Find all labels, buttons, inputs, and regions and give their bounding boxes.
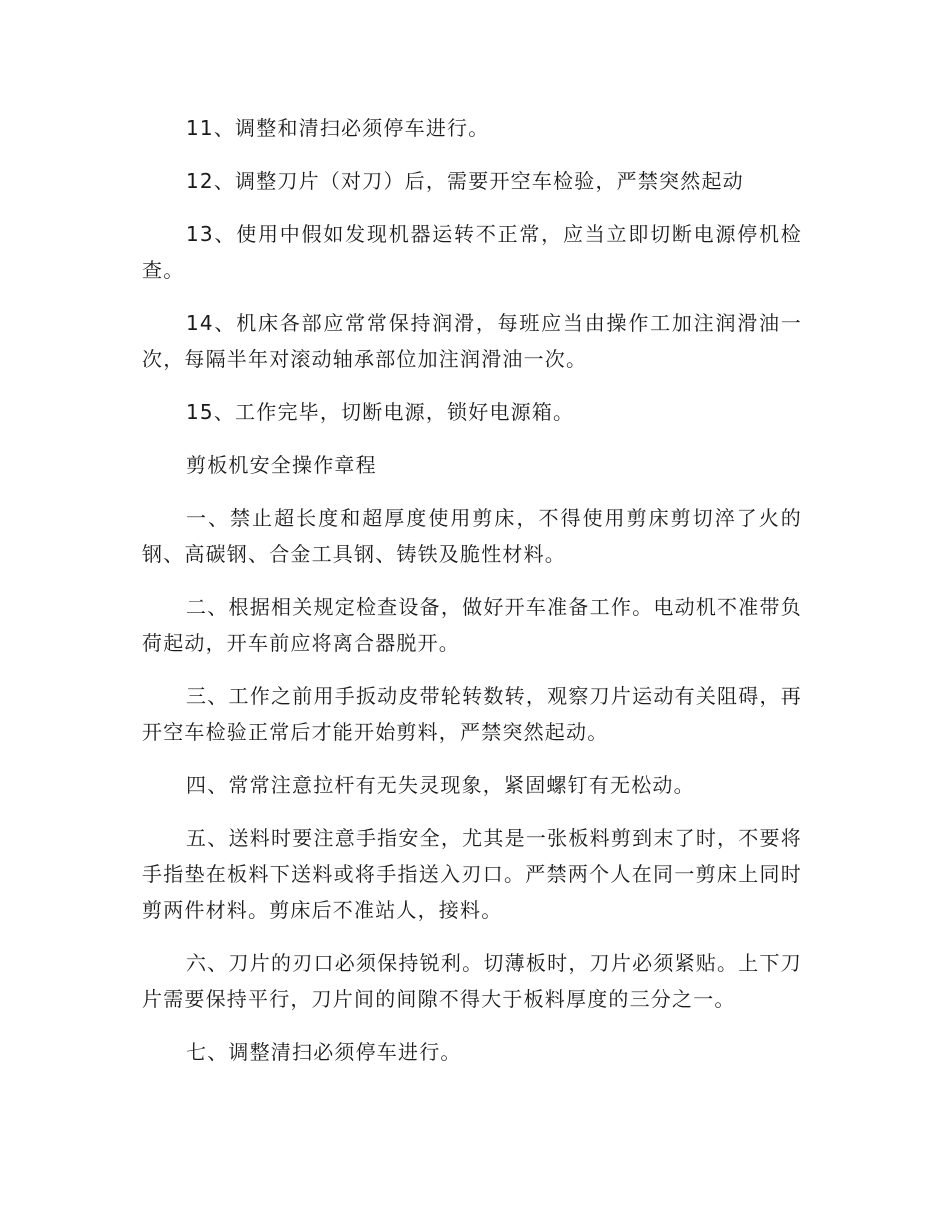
paragraph-12: 12、调整刀片（对刀）后，需要开空车检验，严禁突然起动: [186, 169, 744, 193]
rule-2: 二、根据相关规定检查设备，做好开车准备工作。电动机不准带负荷起动，开车前应将离合器脱开。: [142, 595, 802, 655]
section-heading: 剪板机安全操作章程: [186, 453, 377, 477]
paragraph-11: 11、调整和清扫必须停车进行。: [186, 116, 490, 140]
paragraph-13: 13、使用中假如发现机器运转不正常，应当立即切断电源停机检查。: [142, 222, 802, 282]
rule-6: 六、刀片的刃口必须保持锐利。切薄板时，刀片必须紧贴。上下刀片需要保持平行，刀片间的间隙不得大于板料厚度的三分之一。: [142, 951, 802, 1011]
rule-5: 五、送料时要注意手指安全，尤其是一张板料剪到末了时，不要将手指垫在板料下送料或将手指送入刃口。严禁两个人在同一剪床上同时剪两件材料。剪床后不准站人，接料。: [142, 826, 802, 922]
rule-3: 三、工作之前用手扳动皮带轮转数转，观察刀片运动有关阻碍，再开空车检验正常后才能开始剪料，严禁突然起动。: [142, 684, 802, 744]
rule-7: 七、调整清扫必须停车进行。: [186, 1040, 462, 1064]
rule-1: 一、禁止超长度和超厚度使用剪床，不得使用剪床剪切淬了火的钢、高碳钢、合金工具钢、铸铁及脆性材料。: [142, 506, 802, 566]
paragraph-15: 15、工作完毕，切断电源，锁好电源箱。: [186, 400, 575, 424]
paragraph-14: 14、机床各部应常常保持润滑，每班应当由操作工加注润滑油一次，每隔半年对滚动轴承部位加注润滑油一次。: [142, 311, 802, 371]
document-body: [142, 110, 802, 1070]
rule-4: 四、常常注意拉杆有无失灵现象，紧固螺钉有无松动。: [186, 773, 695, 797]
